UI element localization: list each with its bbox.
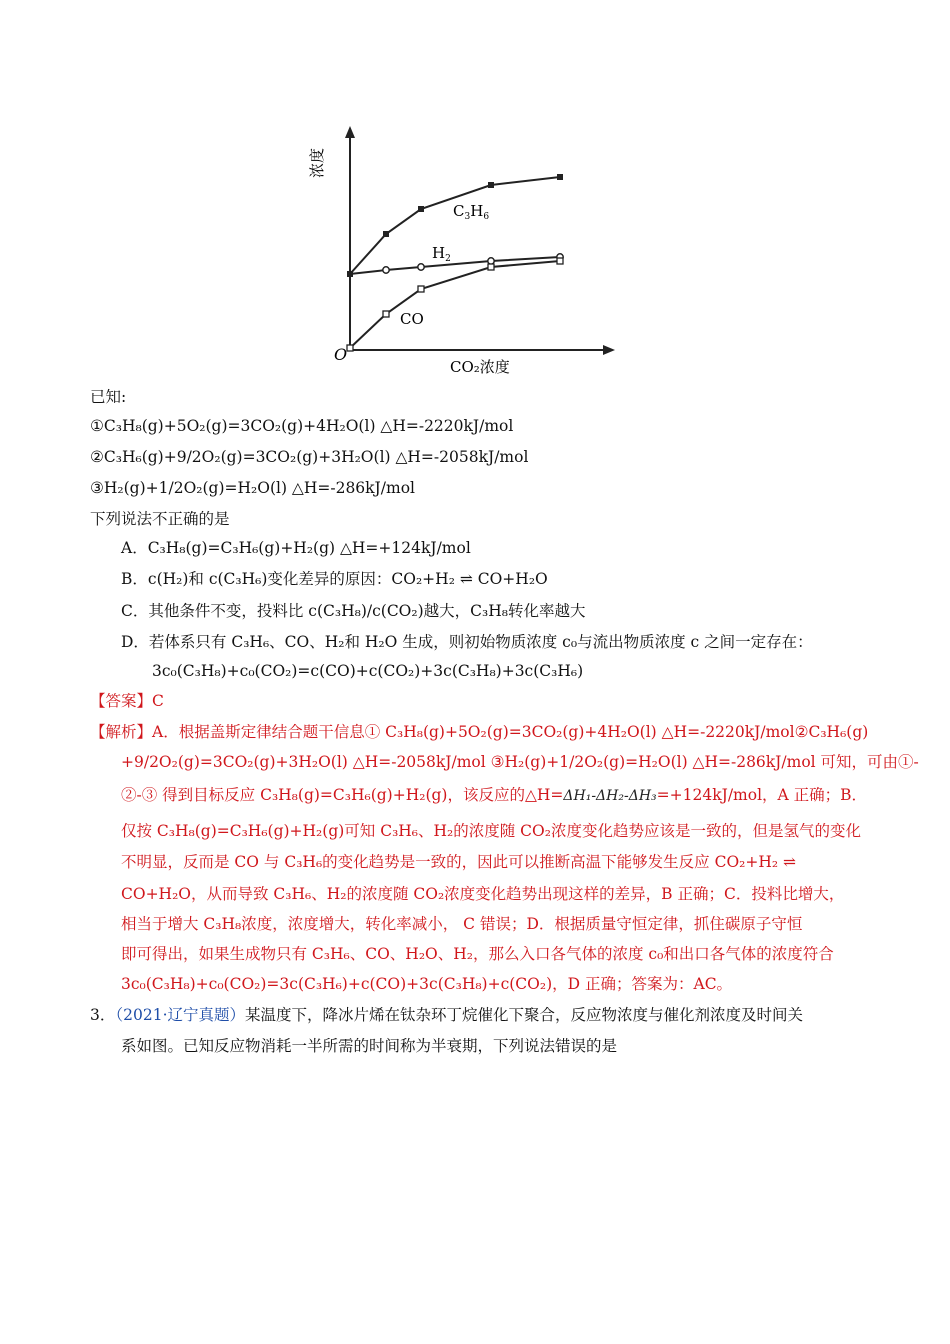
series-co-label: CO (400, 310, 424, 328)
series-co-line (350, 261, 560, 348)
c3h6-point (488, 182, 494, 188)
delta-h-expression: ΔH₁-ΔH₂-ΔH₃ (563, 788, 657, 804)
known-equation-2: ②C₃H₆(g)+9/2O₂(g)=3CO₂(g)+3H₂O(l) △H=-2058kJ/mol (90, 448, 529, 466)
h2-point (418, 264, 424, 270)
analysis-line-6: CO+H₂O，从而导致 C₃H₆、H₂的浓度随 CO₂浓度变化趋势出现这样的差异，B 正确；C．投料比增大， (121, 885, 845, 903)
c3h6-point (347, 271, 353, 277)
series-h2-line (350, 257, 560, 274)
c3h6-point (383, 231, 389, 237)
analysis-text-3a: ②-③ 得到目标反应 C₃H₈(g)=C₃H₆(g)+H₂(g)，该反应的△H= (121, 786, 564, 804)
known-equation-1: ①C₃H₈(g)+5O₂(g)=3CO₂(g)+4H₂O(l) △H=-2220kJ/mol (90, 417, 514, 435)
series-c3h6-label: $C_3H_6$ (453, 202, 490, 222)
analysis-text-3b: =+124kJ/mol，A 正确；B． (656, 786, 868, 804)
analysis-line-7: 相当于增大 C₃H₈浓度，浓度增大，转化率减小， C 错误；D．根据质量守恒定律，抓住碳原子守恒 (121, 915, 803, 933)
y-axis-arrow (345, 126, 355, 138)
analysis-line-2: +9/2O₂(g)=3CO₂(g)+3H₂O(l) △H=-2058kJ/mol ③H₂(g)+1/2O₂(g)=H₂O(l) △H=-286kJ/mol 可知，可由①- (121, 753, 919, 771)
co-point (347, 345, 353, 351)
analysis-label: 【解析】 (90, 723, 153, 741)
analysis-line-1 (90, 721, 868, 743)
origin-label: O (334, 345, 348, 364)
x-axis-label: CO₂浓度 (450, 358, 510, 376)
h2-point (488, 258, 494, 264)
analysis-line-5: 不明显，反而是 CO 与 C₃H₆的变化趋势是一致的，因此可以推断高温下能够发生反应 CO₂+H₂ ⇌ (121, 853, 796, 871)
question-3-source: （2021·辽宁真题） (115, 1006, 245, 1024)
co-point (383, 311, 389, 317)
option-d-equation: 3c₀(C₃H₈)+c₀(CO₂)=c(CO)+c(CO₂)+3c(C₃H₈)+3c(C₃H₆) (152, 662, 584, 680)
concentration-figure (308, 122, 636, 376)
x-axis-arrow (603, 345, 615, 355)
question-3-number: 3． (90, 1006, 116, 1024)
answer-label: 【答案】 (90, 692, 153, 710)
answer-value: C (152, 692, 164, 710)
co-point (488, 264, 494, 270)
c3h6-point (418, 206, 424, 212)
co-point (418, 286, 424, 292)
answer-line (90, 690, 164, 712)
y-axis-label: 浓度 (308, 147, 326, 178)
analysis-line-3 (121, 784, 867, 807)
known-equation-3: ③H₂(g)+1/2O₂(g)=H₂O(l) △H=-286kJ/mol (90, 479, 415, 497)
co-point (557, 258, 563, 264)
option-a: A．C₃H₈(g)=C₃H₆(g)+H₂(g) △H=+124kJ/mol (121, 539, 471, 557)
analysis-line-8: 即可得出，如果生成物只有 C₃H₆、CO、H₂O、H₂，那么入口各气体的浓度 c₀和出口各气体的浓度符合 (121, 945, 834, 963)
c3h6-point (557, 174, 563, 180)
option-b: B．c(H₂)和 c(C₃H₆)变化差异的原因：CO₂+H₂ ⇌ CO+H₂O (121, 570, 548, 588)
question-3-line-1 (90, 1004, 803, 1026)
h2-point (383, 267, 389, 273)
option-c: C．其他条件不变，投料比 c(C₃H₈)/c(CO₂)越大，C₃H₈转化率越大 (121, 602, 586, 620)
question-3-line-2: 系如图。已知反应物消耗一半所需的时间称为半衰期，下列说法错误的是 (121, 1037, 618, 1055)
analysis-text-1: A．根据盖斯定律结合题干信息① C₃H₈(g)+5O₂(g)=3CO₂(g)+4H₂O(l) △H=-2220kJ/mol②C₃H₆(g) (152, 723, 869, 741)
known-intro: 已知: (90, 388, 127, 406)
analysis-line-9: 3c₀(C₃H₈)+c₀(CO₂)=3c(C₃H₆)+c(CO)+3c(C₃H₈)+c(CO₂)，D 正确；答案为：AC。 (121, 975, 733, 993)
question-stem: 下列说法不正确的是 (90, 510, 230, 528)
analysis-line-4: 仅按 C₃H₈(g)=C₃H₆(g)+H₂(g)可知 C₃H₆、H₂的浓度随 CO₂浓度变化趋势应该是一致的，但是氢气的变化 (121, 822, 861, 840)
question-3-text-1: 某温度下，降冰片烯在钛杂环丁烷催化下聚合，反应物浓度与催化剂浓度及时间关 (245, 1006, 804, 1024)
series-h2-label: $H_2$ (432, 244, 451, 264)
option-d: D．若体系只有 C₃H₆、CO、H₂和 H₂O 生成，则初始物质浓度 c₀与流出物质浓度 c 之间一定存在： (121, 633, 813, 651)
concentration-chart (308, 122, 636, 376)
